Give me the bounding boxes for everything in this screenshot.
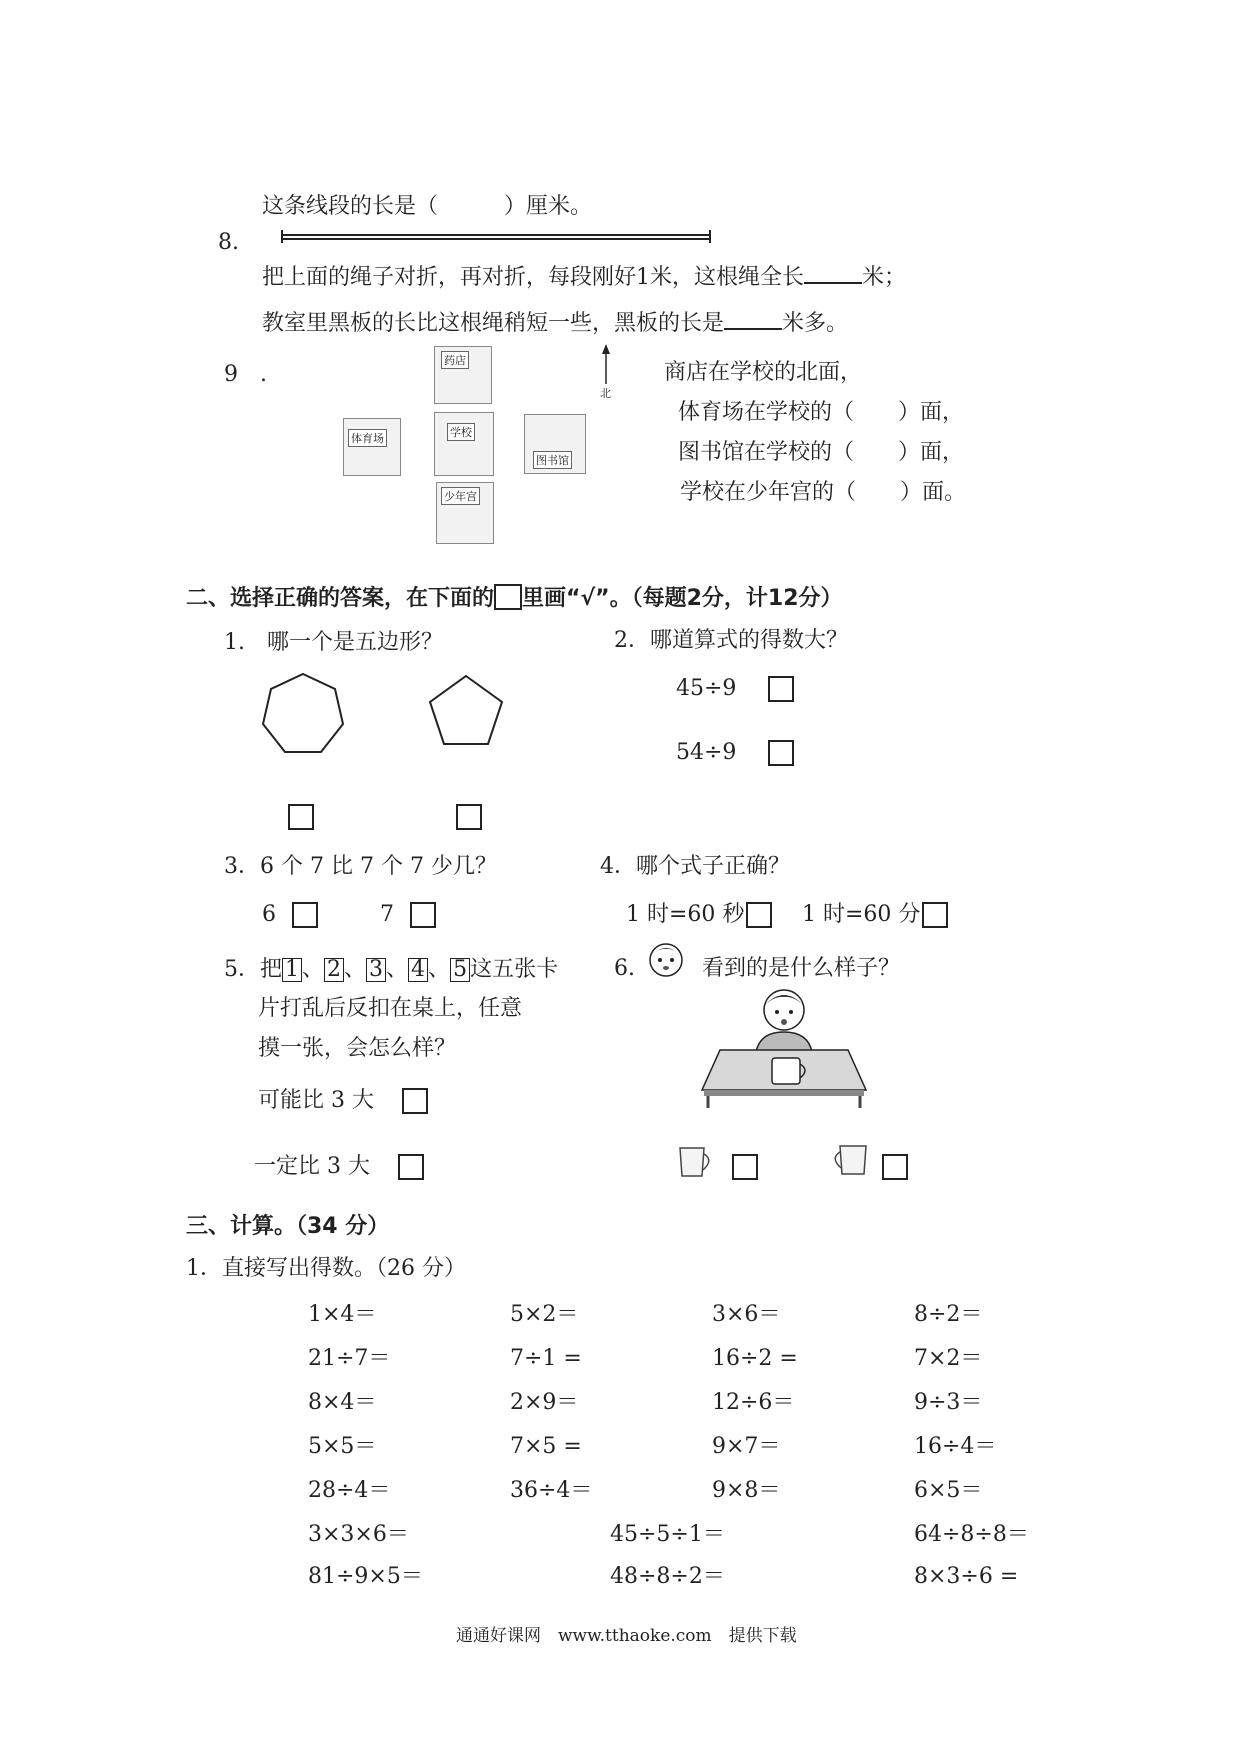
calc-item: 5×2＝ (510, 1302, 579, 1327)
calc-item: 9×7＝ (712, 1434, 781, 1459)
calc-item: 7×5 = (510, 1434, 582, 1459)
cup-view-left-icon (676, 1142, 718, 1182)
q9-line-2: 体育场在学校的（ ）面， (678, 400, 965, 425)
s2-q6-box-1[interactable] (732, 1154, 758, 1180)
pentagon-shape (426, 672, 506, 752)
library-label: 图书馆 (533, 451, 572, 469)
calc-item: 6×5＝ (914, 1478, 983, 1503)
card-4: 4 (408, 958, 428, 982)
calc-item: 81÷9×5＝ (308, 1564, 423, 1589)
s2-q2-text: 2．哪道算式的得数大？ (614, 628, 848, 653)
s2-q3-opt-2: 7 (380, 902, 394, 927)
s2-q4-text: 4．哪个式子正确？ (600, 854, 790, 879)
calc-item: 12÷6＝ (712, 1390, 795, 1415)
calc-item: 7×2＝ (914, 1346, 983, 1371)
section3-sub1: 1．直接写出得数。（26 分） (186, 1256, 466, 1281)
calc-item: 21÷7＝ (308, 1346, 391, 1371)
s2-q6-text: 看到的是什么样子？ (702, 956, 901, 981)
section2-title (186, 584, 843, 610)
q9-line-3: 图书馆在学校的（ ）面， (678, 440, 965, 465)
q8-line1-unit: 米； (862, 265, 907, 290)
cup-view-right-icon (828, 1140, 870, 1180)
s2-q5-opt-2: 一定比 3 大 (254, 1154, 370, 1179)
calc-item: 9×8＝ (712, 1478, 781, 1503)
heptagon-shape (258, 670, 348, 760)
q9-line-1: 商店在学校的北面， (664, 360, 863, 385)
calc-item: 7÷1 = (510, 1346, 582, 1371)
youth-palace-label: 少年宫 (441, 487, 480, 505)
q8-line1 (262, 264, 906, 289)
s2-q2-opt-2: 54÷9 (676, 740, 737, 765)
s2-q4-opt-1: 1 时=60 秒 (626, 902, 745, 927)
card-sep: 、 (428, 957, 451, 982)
s2-q1-box-pentagon[interactable] (456, 804, 482, 830)
s2-q5-opt-1: 可能比 3 大 (258, 1088, 374, 1113)
calc-item: 64÷8÷8＝ (914, 1522, 1029, 1547)
q9-dot: . (260, 362, 267, 387)
footer-text: 通通好课网 www.tthaoke.com 提供下载 (456, 1626, 797, 1646)
card-sep: 、 (344, 957, 367, 982)
q7-text: 这条线段的长是（ ）厘米。 (262, 194, 593, 219)
s2-q5-line-2: 片打乱后反扣在桌上，任意 (258, 996, 523, 1021)
s2-q2-opt-1: 45÷9 (676, 676, 737, 701)
calc-item: 3×3×6＝ (308, 1522, 409, 1547)
card-sep: 、 (302, 957, 325, 982)
s2-q1-text: 1. 哪一个是五边形？ (224, 630, 443, 655)
boy-face-icon (646, 938, 686, 980)
s2-q6-box-2[interactable] (882, 1154, 908, 1180)
s2-q4-box-2[interactable] (922, 902, 948, 928)
calc-item: 8×3÷6 = (914, 1564, 1019, 1589)
q8-number: 8. (218, 230, 239, 255)
s2-q3-box-2[interactable] (410, 902, 436, 928)
calc-item: 48÷8÷2＝ (610, 1564, 725, 1589)
calc-item: 8÷2＝ (914, 1302, 983, 1327)
card-1: 1 (282, 958, 302, 982)
stadium-picture (343, 418, 401, 476)
s2-q5-box-2[interactable] (398, 1154, 424, 1180)
school-label: 学校 (447, 423, 475, 441)
calc-item: 16÷4＝ (914, 1434, 997, 1459)
card-sep: 、 (386, 957, 409, 982)
s2-q5-num: 5．把 (224, 957, 282, 982)
calc-item: 36÷4＝ (510, 1478, 593, 1503)
calc-item: 16÷2 = (712, 1346, 798, 1371)
calc-item: 3×6＝ (712, 1302, 781, 1327)
s2-q3-text: 3．6 个 7 比 7 个 7 少几？ (224, 854, 497, 879)
library-picture (524, 414, 586, 474)
shop-label: 药店 (441, 351, 469, 369)
q8-line2-unit: 米多。 (782, 311, 849, 336)
rope-figure (276, 226, 716, 246)
answer-box-icon (494, 584, 522, 610)
q8-line2-text: 教室里黑板的长比这根绳稍短一些，黑板的长是 (262, 311, 725, 336)
calc-item: 28÷4＝ (308, 1478, 391, 1503)
calc-item: 2×9＝ (510, 1390, 579, 1415)
card-2: 2 (324, 958, 344, 982)
s2-q3-box-1[interactable] (292, 902, 318, 928)
s2-q2-box-2[interactable] (768, 740, 794, 766)
s2-q5-box-1[interactable] (402, 1088, 428, 1114)
calc-item: 5×5＝ (308, 1434, 377, 1459)
s2-q4-box-1[interactable] (746, 902, 772, 928)
s2-q5-tail: 这五张卡 (470, 957, 559, 982)
section3-title: 三、计算。（34 分） (186, 1214, 390, 1239)
s2-q2-box-1[interactable] (768, 676, 794, 702)
q9-line-4: 学校在少年宫的（ ）面。 (680, 480, 967, 505)
q8-line1-text: 把上面的绳子对折，再对折，每段刚好1米，这根绳全长 (262, 265, 804, 290)
s2-q4-opt-2: 1 时=60 分 (802, 902, 921, 927)
s2-q5-line-3: 摸一张，会怎么样？ (258, 1036, 457, 1061)
card-5: 5 (450, 958, 470, 982)
s2-q6-number: 6. (614, 956, 635, 981)
s2-q5-line-1 (224, 958, 558, 982)
section2-title-a: 二、选择正确的答案，在下面的 (186, 586, 495, 611)
boy-at-table-illustration (700, 978, 870, 1108)
youth-palace-picture (436, 482, 494, 544)
calc-item: 9÷3＝ (914, 1390, 983, 1415)
calc-item: 45÷5÷1＝ (610, 1522, 725, 1547)
q8-line2 (262, 310, 848, 335)
q8-blank-2[interactable] (724, 310, 782, 330)
stadium-label: 体育场 (348, 429, 387, 447)
s2-q3-opt-1: 6 (262, 902, 276, 927)
card-3: 3 (366, 958, 386, 982)
q9-number: 9 (224, 362, 238, 387)
calc-item: 1×4＝ (308, 1302, 377, 1327)
school-picture (434, 412, 494, 476)
shop-picture (434, 346, 492, 404)
s2-q1-box-heptagon[interactable] (288, 804, 314, 830)
section2-title-b: 里画“√”。（每题2分，计12分） (522, 586, 843, 611)
q8-blank-1[interactable] (804, 264, 862, 284)
calc-item: 8×4＝ (308, 1390, 377, 1415)
north-label: 北 (600, 387, 611, 400)
